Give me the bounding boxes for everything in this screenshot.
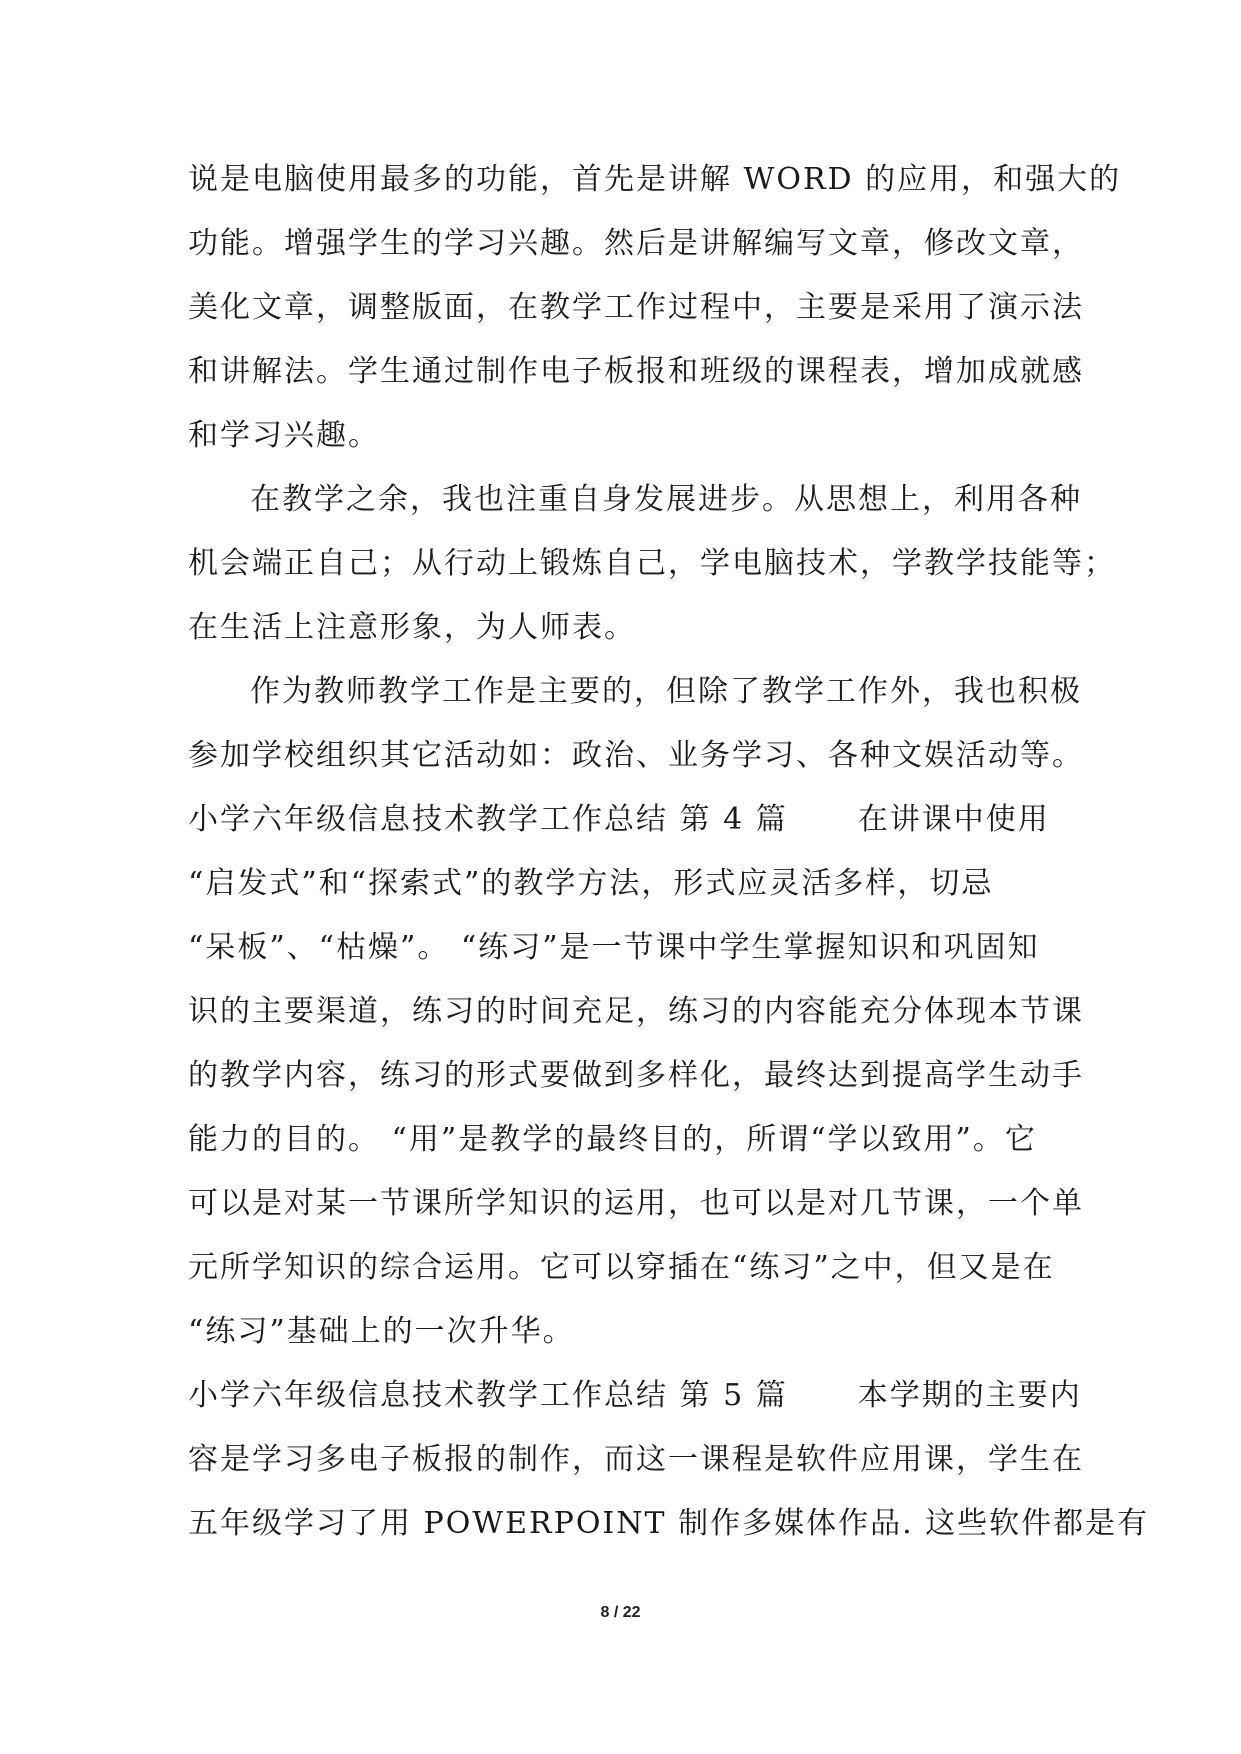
section-heading: 小学六年级信息技术教学工作总结 第 4 篇 (188, 802, 788, 837)
text-fragment: 在讲课中使用 (857, 802, 1050, 837)
text-line: 机会端正自己；从行动上锻炼自己，学电脑技术，学教学技能等； (188, 546, 1116, 581)
text-line: “启发式”和“探索式”的教学方法，形式应灵活多样，切忌 (188, 866, 994, 901)
text-line: 和学习兴趣。 (188, 418, 380, 453)
text-line: 参加学校组织其它活动如：政治、业务学习、各种文娱活动等。 (188, 738, 1084, 773)
text-line: 识的主要渠道，练习的时间充足，练习的内容能充分体现本节课 (188, 994, 1084, 1029)
text-line: 功能。增强学生的学习兴趣。然后是讲解编写文章，修改文章， (188, 226, 1084, 261)
text-line: 美化文章，调整版面，在教学工作过程中，主要是采用了演示法 (188, 290, 1084, 325)
text-line: “呆板”、“枯燥”。 “练习”是一节课中学生掌握知识和巩固知 (188, 930, 1040, 965)
page-number: 8 / 22 (600, 1604, 641, 1621)
text-line: “练习”基础上的一次升华。 (188, 1314, 575, 1349)
text-line: 在教学之余，我也注重自身发展进步。从思想上，利用各种 (250, 482, 1082, 517)
text-line: 作为教师教学工作是主要的，但除了教学工作外，我也积极 (250, 674, 1082, 709)
text-fragment: 本学期的主要内 (857, 1378, 1082, 1413)
text-line: 说是电脑使用最多的功能，首先是讲解 WORD 的应用，和强大的 (188, 162, 1122, 197)
text-line: 五年级学习了用 POWERPOINT 制作多媒体作品. 这些软件都是有 (188, 1506, 1150, 1541)
section-heading-line (188, 1364, 1082, 1428)
text-line: 元所学知识的综合运用。它可以穿插在“练习”之中，但又是在 (188, 1250, 1055, 1285)
text-line: 的教学内容，练习的形式要做到多样化，最终达到提高学生动手 (188, 1058, 1084, 1093)
section-heading-line (188, 788, 1058, 852)
text-line: 能力的目的。 “用”是教学的最终目的，所谓“学以致用”。它 (188, 1122, 1037, 1157)
text-line: 容是学习多电子板报的制作，而这一课程是软件应用课，学生在 (188, 1442, 1084, 1477)
text-line: 和讲解法。学生通过制作电子板报和班级的课程表，增加成就感 (188, 354, 1084, 389)
text-line: 在生活上注意形象，为人师表。 (188, 610, 636, 645)
document-body (188, 148, 1150, 1556)
text-line: 可以是对某一节课所学知识的运用，也可以是对几节课，一个单 (188, 1186, 1084, 1221)
section-heading: 小学六年级信息技术教学工作总结 第 5 篇 (188, 1378, 788, 1413)
